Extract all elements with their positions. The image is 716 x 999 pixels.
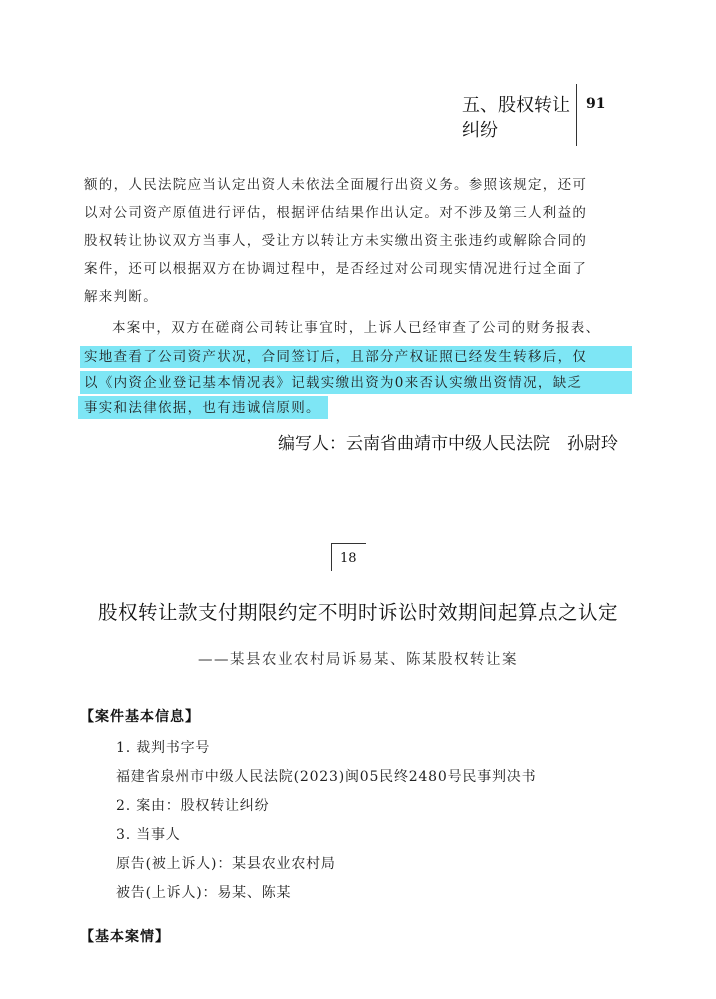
body-text-line: 以对公司资产原值进行评估，根据评估结果作出认定。对不涉及第三人利益的 xyxy=(84,205,588,221)
body-text-line-highlighted: 实地查看了公司资产状况，合同签订后，且部分产权证照已经发生转移后，仅 xyxy=(84,349,588,365)
info-line: 原告(被上诉人)：某县农业农村局 xyxy=(116,856,336,872)
case-subtitle: ——某县农业农村局诉易某、陈某股权转让案 xyxy=(198,652,518,668)
body-text-line-highlighted: 事实和法律依据，也有违诚信原则。 xyxy=(84,400,321,416)
chapter-title: 五、股权转让纠纷 xyxy=(462,95,570,141)
info-line: 福建省泉州市中级人民法院(2023)闽05民终2480号民事判决书 xyxy=(116,769,537,785)
case-number: 18 xyxy=(340,551,357,566)
info-line: 1. 裁判书字号 xyxy=(116,740,211,756)
body-text-line-highlighted: 以《内资企业登记基本情况表》记载实缴出资为0来否认实缴出资情况，缺乏 xyxy=(84,375,583,391)
body-text-line: 股权转让协议双方当事人，受让方以转让方未实缴出资主张违约或解除合同的 xyxy=(84,233,588,249)
info-line: 3. 当事人 xyxy=(116,827,181,843)
header-divider xyxy=(576,84,577,146)
section-heading-facts: 【基本案情】 xyxy=(80,929,170,945)
case-title: 股权转让款支付期限约定不明时诉讼时效期间起算点之认定 xyxy=(97,601,618,624)
page-number: 91 xyxy=(586,96,606,112)
body-text-line: 本案中，双方在磋商公司转让事宜时，上诉人已经审查了公司的财务报表、 xyxy=(112,320,601,336)
body-text-line: 解来判断。 xyxy=(84,289,158,305)
author-credit: 编写人：云南省曲靖市中级人民法院 孙尉玲 xyxy=(278,434,618,454)
body-text-line: 额的，人民法院应当认定出资人未依法全面履行出资义务。参照该规定，还可 xyxy=(84,177,588,193)
body-text-line: 案件，还可以根据双方在协调过程中，是否经过对公司现实情况进行过全面了 xyxy=(84,261,588,277)
info-line: 2. 案由：股权转让纠纷 xyxy=(116,798,270,814)
info-line: 被告(上诉人)：易某、陈某 xyxy=(116,885,292,901)
section-heading-basic-info: 【案件基本信息】 xyxy=(80,709,200,725)
